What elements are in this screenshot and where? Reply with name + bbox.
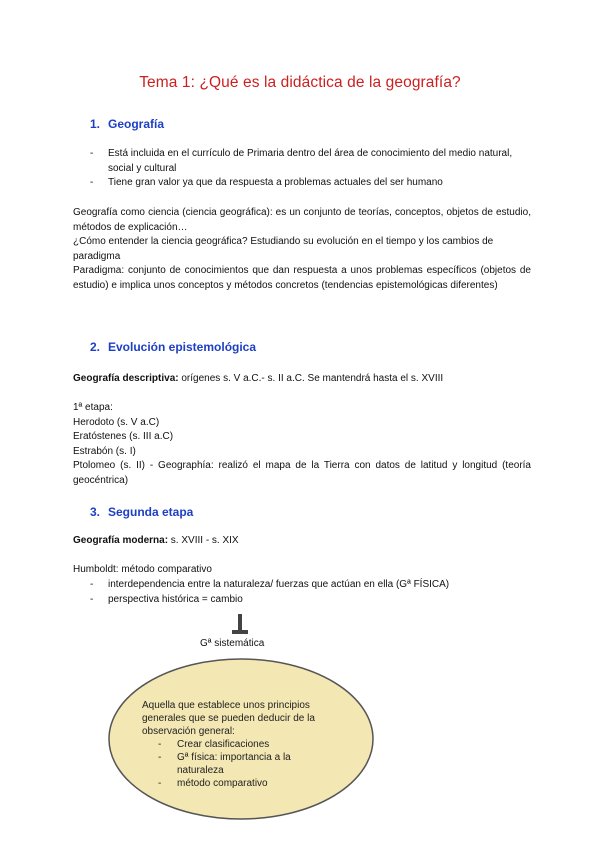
section-1-bullets: [90, 147, 530, 191]
section-title: Evolución epistemológica: [108, 340, 257, 354]
etapa-line: Eratóstenes (s. III a.C): [73, 431, 174, 442]
etapa-line: Estrabón (s. I): [73, 445, 136, 457]
etapa-line: Herodoto (s. V a.C): [73, 416, 160, 428]
etapa-list: [73, 401, 533, 459]
list-item: - perspectiva histórica = cambio: [90, 593, 530, 608]
geografia-descriptiva-line: [73, 372, 533, 387]
ellipse-text: [142, 699, 342, 790]
ellipse-sub-item: - Gª física: importancia a la naturaleza: [142, 751, 307, 777]
ellipse-line: observación general:: [142, 726, 235, 737]
page-title: Tema 1: ¿Qué es la didáctica de la geografía?: [139, 74, 461, 91]
etapa-line: 1ª etapa:: [73, 402, 113, 413]
geografia-moderna-line: [73, 534, 533, 549]
section-2-heading: [90, 340, 256, 354]
ellipse-line: generales que se pueden deducir de la: [142, 713, 315, 724]
term-description: s. XVIII - s. XIX: [168, 535, 239, 546]
list-item: - interdependencia entre la naturaleza/ fuerzas que actúan en ella (Gª FÍSICA): [90, 578, 530, 593]
bold-term: Geografía descriptiva:: [73, 373, 179, 384]
section-title: Geografía: [108, 117, 165, 131]
ellipse-sub-item: - Crear clasificaciones: [142, 738, 342, 751]
section-number: 1.: [90, 117, 101, 131]
ellipse-line: Aquella que establece unos principios: [142, 700, 310, 711]
section-1-heading: [90, 117, 164, 131]
section-number: 3.: [90, 505, 101, 519]
paragraph-como-entender: ¿Cómo entender la ciencia geográfica? Estudiando su evolución en el tiempo y los cambios de paradigma: [73, 236, 494, 262]
section-3-bullets: [90, 578, 530, 607]
section-number: 2.: [90, 340, 101, 354]
ptolomeo-paragraph: Ptolomeo (s. II) - Geographía: realizó el mapa de la Tierra con datos de latitud y longitud (teoría geocéntrica): [73, 460, 531, 486]
section-title: Segunda etapa: [108, 505, 194, 519]
paragraph-geografia-ciencia: Geografía como ciencia (ciencia geográfica): es un conjunto de teorías, conceptos, objetos de estudio, métodos de explicación…: [73, 207, 531, 233]
humboldt-intro: Humboldt: método comparativo: [73, 564, 212, 575]
ellipse-sub-item: - método comparativo: [142, 777, 342, 790]
list-item: - Está incluida en el currículo de Primaria dentro del área de conocimiento del medio natural, social y cultural: [90, 147, 530, 176]
list-item: - Tiene gran valor ya que da respuesta a problemas actuales del ser humano: [90, 176, 530, 191]
paragraph-paradigma: Paradigma: conjunto de conocimientos que dan respuesta a unos problemas específicos (objetos de estudio) e implica unos conceptos y métodos concretos (tendencias epistemológicas diferentes): [73, 265, 531, 291]
section-3-heading: [90, 505, 193, 519]
down-arrow-icon: [228, 612, 252, 638]
diagram-label: Gª sistemática: [200, 638, 265, 649]
bold-term: Geografía moderna:: [73, 535, 169, 546]
term-description: orígenes s. V a.C.- s. II a.C. Se mantendrá hasta el s. XVIII: [178, 373, 444, 384]
